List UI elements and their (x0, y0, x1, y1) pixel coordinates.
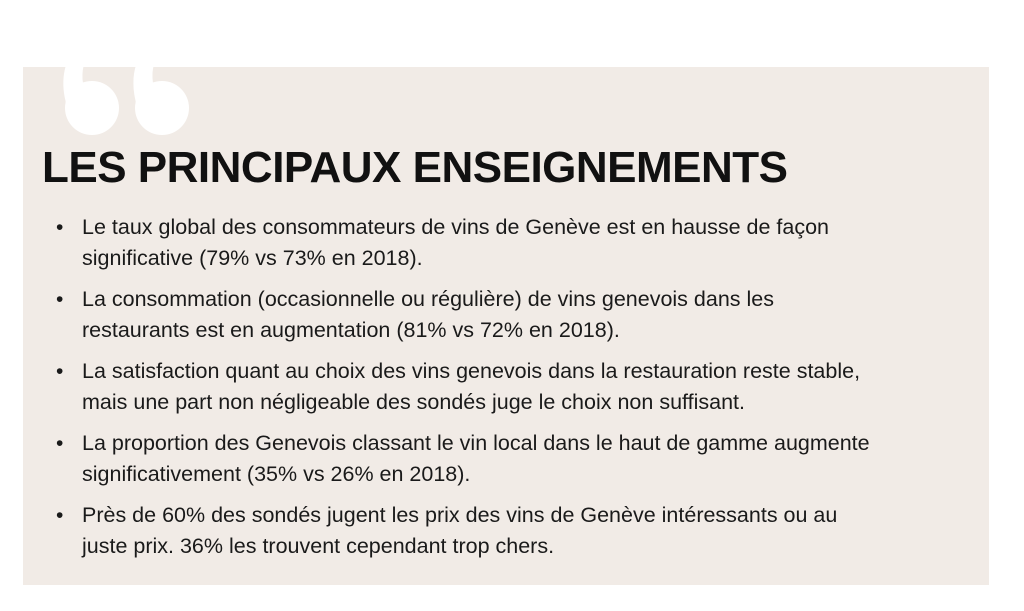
list-item (56, 356, 986, 418)
list-item-line: La satisfaction quant au choix des vins genevois dans la restauration reste stable, (82, 359, 861, 383)
list-item-line: juste prix. 36% les trouvent cependant trop chers. (82, 534, 555, 558)
list-item-line: La consommation (occasionnelle ou régulière) de vins genevois dans les (82, 287, 774, 311)
list-item (56, 428, 986, 490)
list-item-line: mais une part non négligeable des sondés juge le choix non suffisant. (82, 390, 745, 414)
list-item-line: restaurants est en augmentation (81% vs 72% en 2018). (82, 318, 620, 342)
page-title: LES PRINCIPAUX ENSEIGNEMENTS (42, 143, 788, 192)
bullet-icon: • (56, 288, 64, 311)
quote-right-glyph (133, 18, 189, 135)
list-item-line: significativement (35% vs 26% en 2018). (82, 462, 471, 486)
list-item-line: La proportion des Genevois classant le vin local dans le haut de gamme augmente (82, 431, 870, 455)
list-item-line: significative (79% vs 73% en 2018). (82, 246, 423, 270)
quote-icon (48, 0, 198, 140)
bullet-icon: • (56, 432, 64, 455)
list-item (56, 500, 986, 562)
list-item-line: Le taux global des consommateurs de vins de Genève est en hausse de façon (82, 215, 829, 239)
list-item-line: Près de 60% des sondés jugent les prix des vins de Genève intéressants ou au (82, 503, 838, 527)
bullet-icon: • (56, 360, 64, 383)
list-item (56, 284, 986, 346)
bullet-icon: • (56, 504, 64, 527)
quote-left-glyph (63, 18, 119, 135)
bullet-icon: • (56, 216, 64, 239)
list-item (56, 212, 986, 274)
key-findings-list (56, 212, 986, 572)
